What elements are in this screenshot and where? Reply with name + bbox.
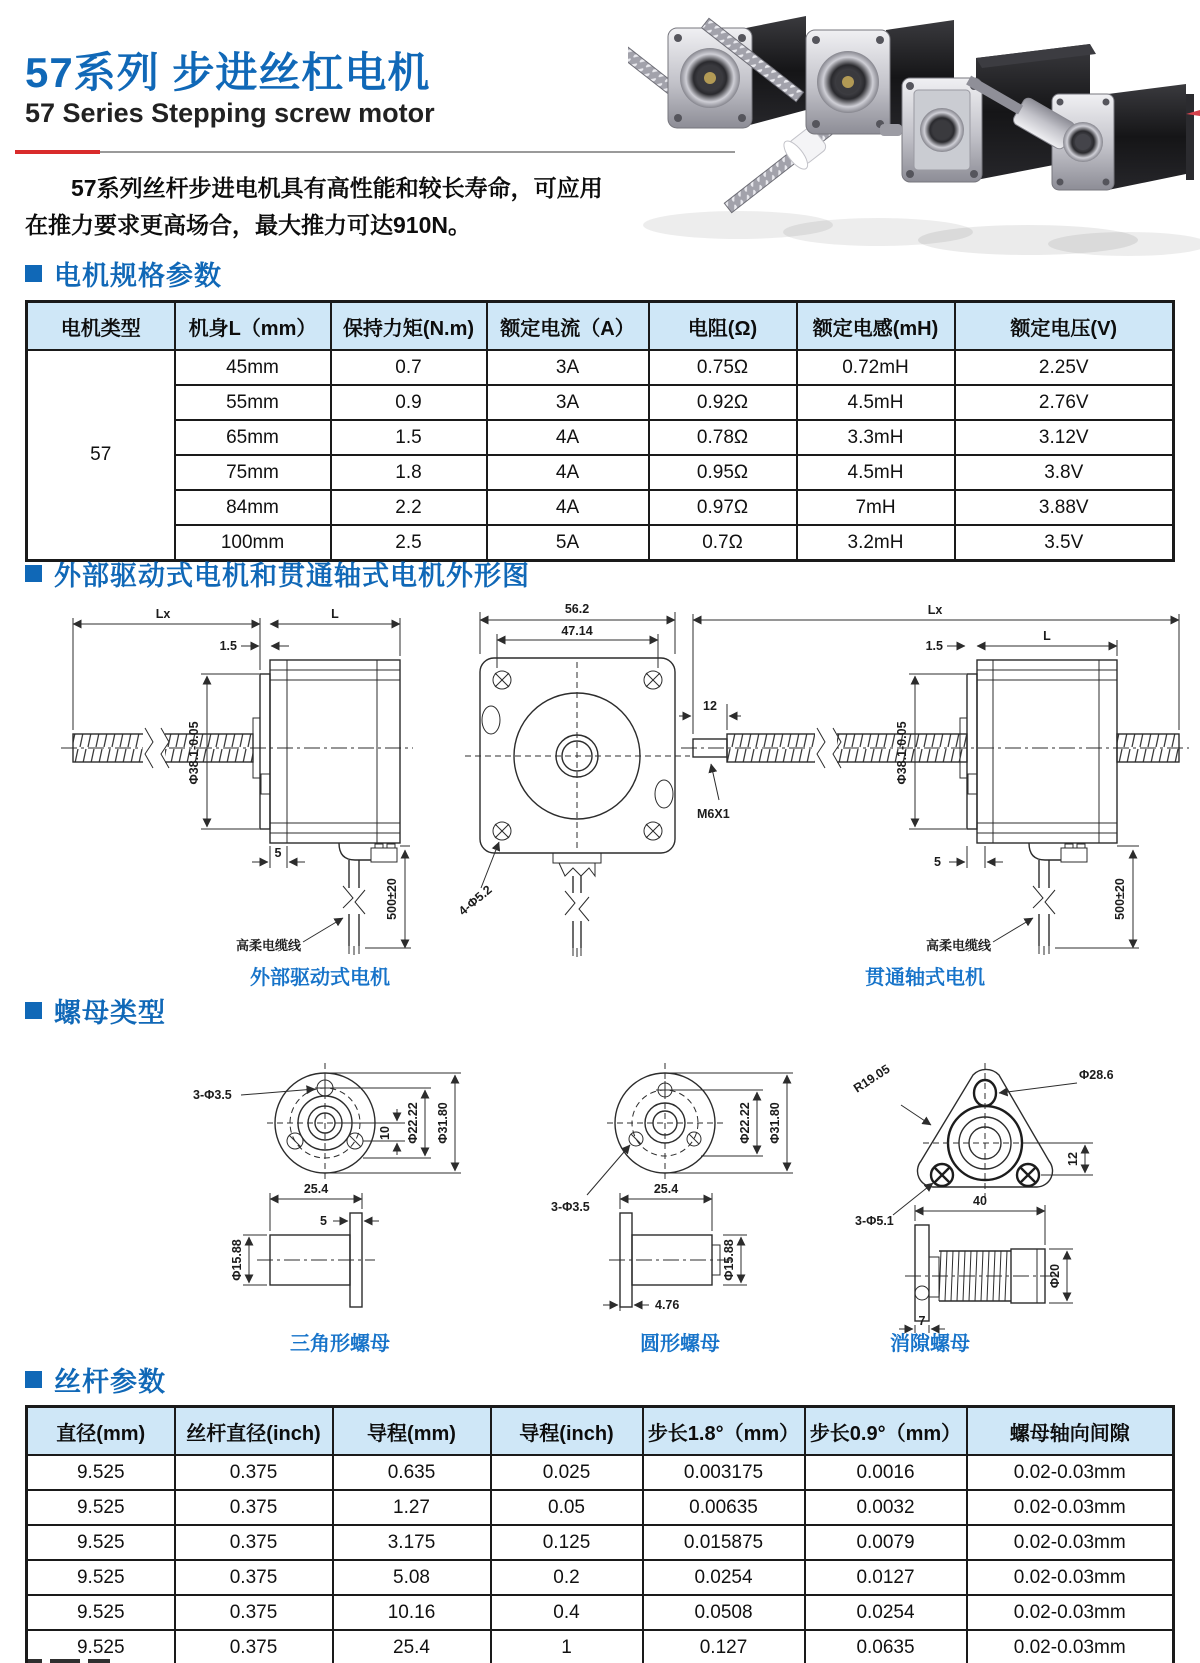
svg-text:10: 10 (378, 1126, 392, 1140)
cell: 0.02-0.03mm (967, 1525, 1174, 1560)
cell: 3.175 (333, 1525, 491, 1560)
svg-text:Φ31.80: Φ31.80 (768, 1102, 782, 1144)
cell: 0.7 (331, 350, 487, 385)
cell: 0.02-0.03mm (967, 1455, 1174, 1490)
cell: 0.72mH (797, 350, 955, 385)
cell: 0.78Ω (649, 420, 797, 455)
cell: 0.05 (491, 1490, 643, 1525)
cell: 0.02-0.03mm (967, 1560, 1174, 1595)
table-row (27, 420, 1174, 455)
dim-12 (679, 699, 741, 734)
motor-type-cell: 57 (27, 350, 175, 561)
svg-text:25.4: 25.4 (653, 1182, 679, 1196)
col-header: 保持力矩(N.m) (331, 302, 487, 351)
cell: 1.5 (331, 420, 487, 455)
section-motor-specs (25, 254, 222, 293)
svg-text:Lx: Lx (927, 603, 943, 617)
col-header: 电机类型 (27, 302, 175, 351)
nut-caption: 三角形螺母 (290, 1333, 390, 1355)
table-row (27, 1525, 1174, 1560)
page-title: 57系列 步进丝杠电机 (25, 49, 431, 96)
svg-text:R19.05: R19.05 (851, 1061, 893, 1096)
section-screw-params (25, 1360, 166, 1399)
dim-1-5 (220, 639, 289, 653)
svg-text:3-Φ3.5: 3-Φ3.5 (193, 1088, 232, 1102)
page-bottom-cutoff (28, 1656, 188, 1663)
motor-body (253, 660, 400, 843)
section-nut-types (25, 991, 166, 1030)
intro-line-1: 57系列丝杆步进电机具有高性能和较长寿命，可应用 (71, 175, 603, 201)
svg-text:3-Φ5.1: 3-Φ5.1 (855, 1214, 894, 1228)
cell: 4A (487, 420, 649, 455)
dim-outer-dia (665, 1073, 793, 1173)
col-header: 机身L（mm） (175, 302, 331, 351)
cell: 1 (491, 1630, 643, 1663)
cell: 4.5mH (797, 455, 955, 490)
intro-line-2: 在推力要求更高场合，最大推力可达910N。 (25, 212, 471, 238)
col-header: 丝杆直径(inch) (175, 1407, 333, 1456)
cell: 0.127 (643, 1630, 805, 1663)
cell: 0.0032 (805, 1490, 967, 1525)
svg-text:1.5: 1.5 (925, 639, 943, 653)
section-title: 电机规格参数 (54, 261, 222, 291)
col-header: 额定电感(mH) (797, 302, 955, 351)
section-title: 外部驱动式电机和贯通轴式电机外形图 (54, 561, 530, 591)
cell: 100mm (175, 525, 331, 561)
cell: 0.015875 (643, 1525, 805, 1560)
col-header: 步长1.8°（mm） (643, 1407, 805, 1456)
svg-text:Φ15.88: Φ15.88 (722, 1239, 736, 1281)
external-drive-drawing (55, 598, 420, 958)
svg-text:12: 12 (703, 699, 717, 713)
cable-label (236, 918, 343, 953)
cell: 0.95Ω (649, 455, 797, 490)
cell: 9.525 (27, 1595, 175, 1630)
cell: 0.375 (175, 1560, 333, 1595)
svg-text:Φ28.6: Φ28.6 (1079, 1068, 1114, 1082)
col-header: 导程(inch) (491, 1407, 643, 1456)
cell: 55mm (175, 385, 331, 420)
col-header: 电阻(Ω) (649, 302, 797, 351)
svg-text:高柔电缆线: 高柔电缆线 (925, 938, 991, 953)
table-row (27, 455, 1174, 490)
page-subtitle: 57 Series Stepping screw motor (25, 98, 435, 128)
cell: 0.375 (175, 1490, 333, 1525)
section-bullet-icon (25, 265, 42, 282)
cell: 0.375 (175, 1630, 333, 1663)
table-row (27, 490, 1174, 525)
cell: 7mH (797, 490, 955, 525)
dim-length (270, 1182, 362, 1231)
table-header-row (27, 302, 1174, 351)
svg-text:5: 5 (274, 846, 282, 860)
cell: 2.76V (955, 385, 1174, 420)
table-row (27, 385, 1174, 420)
svg-text:56.2: 56.2 (564, 602, 590, 616)
cell: 0.7Ω (649, 525, 797, 561)
dim-5 (934, 846, 1003, 869)
side-view (609, 1213, 733, 1307)
screw-param-table (25, 1405, 1175, 1663)
cell: 0.75Ω (649, 350, 797, 385)
svg-text:500±20: 500±20 (385, 878, 399, 920)
drawing-caption: 外部驱动式电机 (250, 967, 390, 989)
cell: 0.025 (491, 1455, 643, 1490)
section-bullet-icon (25, 565, 42, 582)
cell: 4A (487, 490, 649, 525)
col-header: 额定电流（A） (487, 302, 649, 351)
side-view (905, 1225, 1059, 1321)
svg-text:Φ15.88: Φ15.88 (230, 1239, 244, 1281)
dim-holes (551, 1145, 630, 1214)
cell: 3A (487, 350, 649, 385)
cell: 25.4 (333, 1630, 491, 1663)
nut-caption: 圆形螺母 (640, 1333, 720, 1355)
section-outline-drawings (25, 554, 530, 593)
section-bullet-icon (25, 1002, 42, 1019)
cell: 0.02-0.03mm (967, 1595, 1174, 1630)
cell: 75mm (175, 455, 331, 490)
table-row (27, 350, 1174, 385)
motor-spec-table (25, 300, 1175, 562)
svg-text:4.76: 4.76 (655, 1298, 680, 1312)
col-header: 螺母轴向间隙 (967, 1407, 1174, 1456)
svg-text:Φ38.1-0.05: Φ38.1-0.05 (187, 721, 201, 785)
svg-text:Φ22.22: Φ22.22 (406, 1102, 420, 1144)
svg-text:12: 12 (1066, 1152, 1080, 1166)
lead-screw (73, 728, 253, 768)
cell: 2.2 (331, 490, 487, 525)
cell: 0.00635 (643, 1490, 805, 1525)
cell: 0.9 (331, 385, 487, 420)
drawing-caption: 贯通轴式电机 (865, 967, 985, 989)
table-row (27, 1560, 1174, 1595)
intro-paragraph (25, 170, 655, 244)
cell: 9.525 (27, 1630, 175, 1663)
col-header: 步长0.9°（mm） (805, 1407, 967, 1456)
svg-text:5: 5 (320, 1214, 327, 1228)
table-row (27, 1630, 1174, 1663)
svg-text:47.14: 47.14 (561, 624, 593, 638)
cell: 45mm (175, 350, 331, 385)
dim-holes (855, 1183, 933, 1228)
cell: 9.525 (27, 1560, 175, 1595)
cell: 3.8V (955, 455, 1174, 490)
svg-text:40: 40 (973, 1194, 987, 1208)
svg-text:M6X1: M6X1 (697, 807, 730, 821)
front-view-drawing (445, 598, 710, 958)
cell: 0.02-0.03mm (967, 1490, 1174, 1525)
dim-offset (335, 1109, 405, 1155)
dim-cable-length (1055, 846, 1139, 948)
cell: 5A (487, 525, 649, 561)
cell: 3A (487, 385, 649, 420)
through-shaft-drawing (675, 598, 1195, 958)
cell: 0.375 (175, 1525, 333, 1560)
cell: 0.2 (491, 1560, 643, 1595)
cell: 0.0508 (643, 1595, 805, 1630)
section-title: 丝杆参数 (54, 1367, 166, 1397)
table-row (27, 1490, 1174, 1525)
svg-text:Φ20: Φ20 (1048, 1263, 1062, 1289)
dim-body-dia (722, 1235, 747, 1285)
cable (1029, 843, 1087, 955)
dim-holes (193, 1088, 315, 1102)
cell: 3.2mH (797, 525, 955, 561)
dim-flange-t (603, 1291, 679, 1312)
svg-text:25.4: 25.4 (303, 1182, 329, 1196)
triangle-nut-drawing (175, 1035, 505, 1335)
cell: 3.12V (955, 420, 1174, 455)
shaft-below (553, 853, 601, 957)
cell: 65mm (175, 420, 331, 455)
svg-text:L: L (331, 607, 339, 621)
nut-drawings (25, 1035, 1185, 1355)
col-header: 导程(mm) (333, 1407, 491, 1456)
cell: 84mm (175, 490, 331, 525)
front-view (917, 1063, 1052, 1197)
dim-body-dia (1048, 1249, 1073, 1303)
cell: 4.5mH (797, 385, 955, 420)
cell: 0.92Ω (649, 385, 797, 420)
product-photo (628, 0, 1200, 258)
svg-text:Φ38.1-0.05: Φ38.1-0.05 (895, 721, 909, 785)
svg-text:5: 5 (934, 855, 941, 869)
dim-l (270, 607, 400, 656)
dim-lx (693, 603, 1179, 734)
svg-text:4-Φ5.2: 4-Φ5.2 (455, 882, 495, 919)
cell: 0.0635 (805, 1630, 967, 1663)
dim-1-5 (926, 639, 965, 653)
svg-text:1.5: 1.5 (219, 639, 237, 653)
svg-text:高柔电缆线: 高柔电缆线 (235, 938, 301, 953)
cell: 2.5 (331, 525, 487, 561)
cell: 0.0079 (805, 1525, 967, 1560)
svg-text:L: L (1043, 629, 1051, 643)
cell: 0.4 (491, 1595, 643, 1630)
motor-body (960, 660, 1117, 843)
cell: 1.8 (331, 455, 487, 490)
cell: 0.375 (175, 1595, 333, 1630)
motor-front-face (465, 658, 690, 853)
svg-text:Lx: Lx (155, 607, 171, 621)
dim-l (977, 629, 1117, 656)
table-row (27, 1455, 1174, 1490)
svg-text:7: 7 (918, 1314, 926, 1328)
cell: 1.27 (333, 1490, 491, 1525)
cell: 0.635 (333, 1455, 491, 1490)
dim-radius (851, 1062, 931, 1125)
cell: 2.25V (955, 350, 1174, 385)
col-header: 额定电压(V) (955, 302, 1174, 351)
cell: 0.02-0.03mm (967, 1630, 1174, 1663)
side-view (257, 1213, 375, 1307)
dim-length (620, 1182, 712, 1231)
dim-5 (252, 846, 305, 868)
cell: 0.97Ω (649, 490, 797, 525)
section-title: 螺母类型 (54, 998, 166, 1028)
front-view (607, 1063, 723, 1183)
cell: 0.0254 (805, 1595, 967, 1630)
cell: 0.0127 (805, 1560, 967, 1595)
cell: 3.88V (955, 490, 1174, 525)
dim-cable-length (365, 846, 411, 948)
dim-lx (73, 607, 260, 730)
cell: 10.16 (333, 1595, 491, 1630)
dim-outer-dia (999, 1068, 1114, 1093)
svg-text:Φ31.80: Φ31.80 (436, 1102, 450, 1144)
cell: 3.3mH (797, 420, 955, 455)
cell: 4A (487, 455, 649, 490)
cell: 0.125 (491, 1525, 643, 1560)
svg-text:500±20: 500±20 (1113, 878, 1127, 920)
section-bullet-icon (25, 1371, 42, 1388)
thread-label (697, 764, 730, 821)
svg-text:3-Φ3.5: 3-Φ3.5 (551, 1200, 590, 1214)
cell: 0.003175 (643, 1455, 805, 1490)
cell: 9.525 (27, 1455, 175, 1490)
cell: 9.525 (27, 1525, 175, 1560)
cell: 0.0254 (643, 1560, 805, 1595)
col-header: 直径(mm) (27, 1407, 175, 1456)
lead-screw-right (1117, 734, 1179, 762)
nut-caption: 消隙螺母 (890, 1333, 970, 1355)
anti-backlash-nut-drawing (815, 1035, 1185, 1335)
cell: 0.375 (175, 1455, 333, 1490)
cable-label (926, 918, 1033, 953)
cell: 3.5V (955, 525, 1174, 561)
cell: 5.08 (333, 1560, 491, 1595)
dim-hole-span (497, 624, 658, 668)
lead-screw-left (727, 728, 967, 768)
outline-drawings (25, 598, 1185, 998)
svg-text:Φ22.22: Φ22.22 (738, 1102, 752, 1144)
table-row (27, 1595, 1174, 1630)
round-nut-drawing (525, 1035, 855, 1335)
table-header-row (27, 1407, 1174, 1456)
title-rule (15, 150, 735, 155)
dim-length (915, 1194, 1045, 1245)
cell: 9.525 (27, 1490, 175, 1525)
cell: 0.0016 (805, 1455, 967, 1490)
